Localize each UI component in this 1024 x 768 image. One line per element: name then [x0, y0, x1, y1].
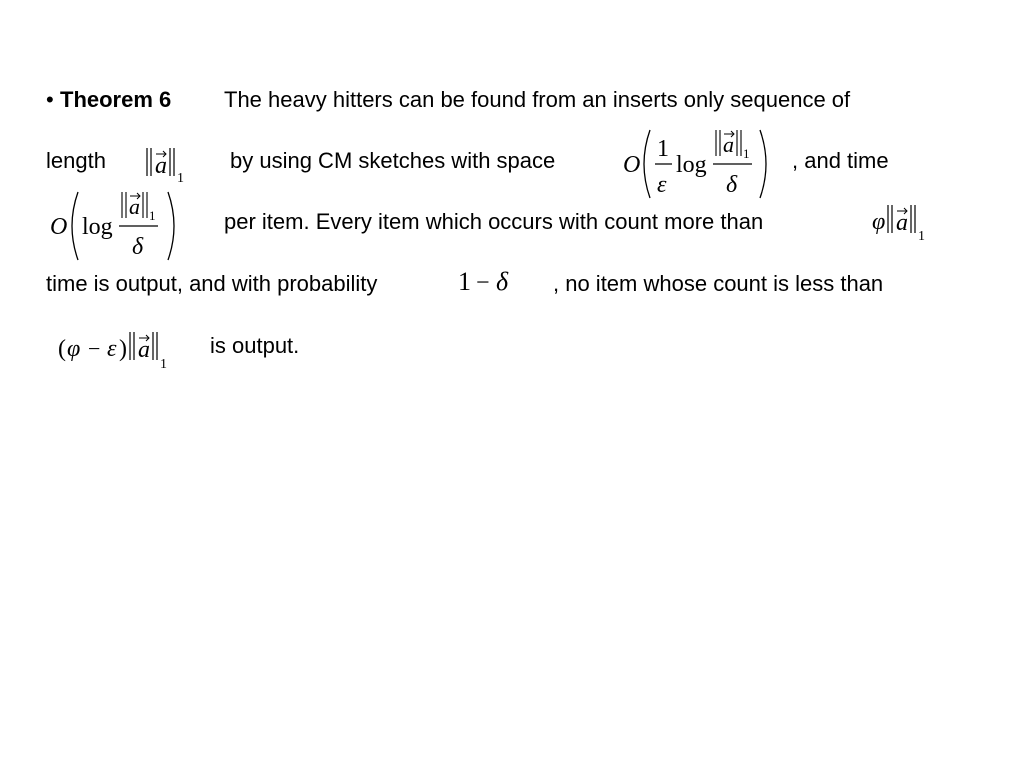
- space-formula: [620, 122, 780, 206]
- svg-text:log: log: [676, 152, 707, 178]
- svg-text:1: 1: [743, 146, 750, 161]
- svg-text:a: a: [129, 194, 140, 219]
- svg-text:1: 1: [918, 229, 925, 244]
- svg-text:φ: φ: [872, 209, 886, 235]
- svg-text:δ: δ: [496, 267, 509, 296]
- theorem-line-5-a: is output.: [210, 333, 300, 358]
- lower-bound-formula: [56, 328, 180, 372]
- svg-text:a: a: [896, 210, 908, 236]
- svg-text:1: 1: [458, 267, 471, 296]
- bullet: •: [46, 87, 54, 112]
- svg-text:1: 1: [149, 208, 156, 223]
- svg-text:δ: δ: [132, 234, 144, 260]
- svg-text:1: 1: [657, 136, 669, 162]
- probability-formula: [456, 262, 526, 298]
- svg-text:O: O: [623, 152, 641, 178]
- svg-text:δ: δ: [726, 172, 738, 198]
- theorem-line-2-b: by using CM sketches with space: [230, 148, 556, 173]
- svg-text:a: a: [138, 337, 150, 363]
- norm-a-formula: [144, 142, 194, 186]
- svg-text:1: 1: [160, 357, 167, 372]
- threshold-formula: [870, 199, 938, 245]
- theorem-line-3-a: per item. Every item which occurs with count more than: [224, 209, 764, 234]
- svg-text:ε: ε: [657, 172, 667, 198]
- theorem-line-2-c: , and time: [792, 148, 889, 173]
- svg-text:a: a: [723, 132, 734, 157]
- theorem-line-4-a: time is output, and with probability: [46, 271, 378, 296]
- svg-text:−: −: [88, 336, 101, 361]
- theorem-label: Theorem 6: [60, 87, 172, 112]
- time-formula: [48, 184, 188, 268]
- svg-text:log: log: [82, 214, 113, 240]
- svg-text:(: (: [58, 336, 66, 362]
- svg-text:): ): [119, 336, 127, 362]
- svg-text:ε: ε: [107, 336, 117, 362]
- theorem-line-1: The heavy hitters can be found from an inserts only sequence of: [224, 87, 851, 112]
- svg-text:−: −: [476, 270, 490, 296]
- svg-text:1: 1: [177, 171, 184, 186]
- svg-text:O: O: [50, 214, 68, 240]
- svg-text:φ: φ: [67, 336, 81, 362]
- theorem-line-2-a: length: [46, 148, 106, 173]
- theorem-line-4-b: , no item whose count is less than: [553, 271, 884, 296]
- svg-text:a: a: [155, 153, 167, 179]
